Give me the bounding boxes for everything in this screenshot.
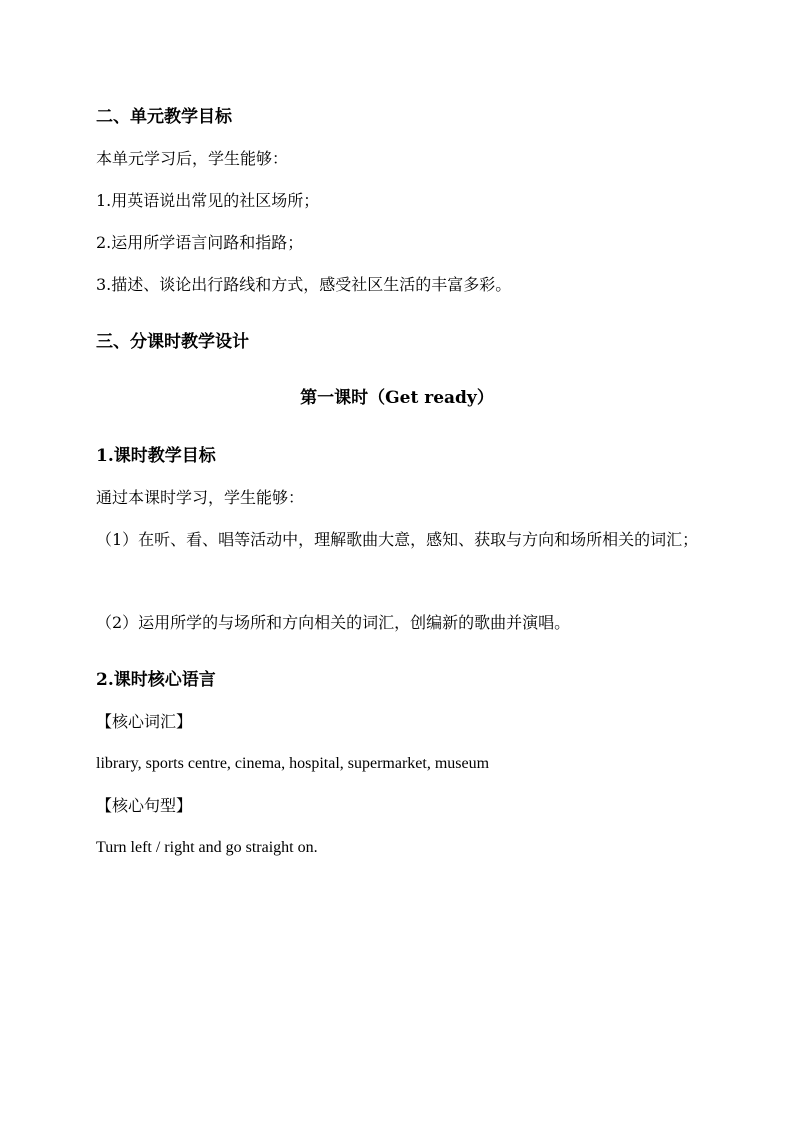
core-language-heading: 2.课时核心语言 bbox=[96, 670, 216, 690]
lesson-title: 第一课时（Get ready） bbox=[300, 388, 494, 408]
lesson-goal-1: （1）在听、看、唱等活动中，理解歌曲大意，感知、获取与方向和场所相关的词汇； bbox=[96, 530, 699, 549]
unit-goals-intro: 本单元学习后，学生能够： bbox=[96, 149, 289, 168]
unit-goal-2: 2.运用所学语言问路和指路； bbox=[96, 233, 304, 252]
lesson-goals-intro: 通过本课时学习，学生能够： bbox=[96, 488, 305, 507]
core-vocab-label: 【核心词汇】 bbox=[96, 712, 193, 731]
unit-goals-heading: 二、单元教学目标 bbox=[96, 107, 232, 127]
lesson-design-heading: 三、分课时教学设计 bbox=[96, 332, 249, 352]
core-sentence: Turn left / right and go straight on. bbox=[96, 839, 318, 856]
core-vocab-list: library, sports centre, cinema, hospital, supermarket, museum bbox=[96, 755, 490, 772]
core-sentence-label: 【核心句型】 bbox=[96, 796, 193, 815]
unit-goal-1: 1.用英语说出常见的社区场所； bbox=[96, 191, 320, 210]
lesson-goal-2: （2）运用所学的与场所和方向相关的词汇，创编新的歌曲并演唱。 bbox=[96, 613, 571, 632]
lesson-goals-heading: 1.课时教学目标 bbox=[96, 446, 216, 466]
unit-goal-3: 3.描述、谈论出行路线和方式，感受社区生活的丰富多彩。 bbox=[96, 275, 512, 294]
